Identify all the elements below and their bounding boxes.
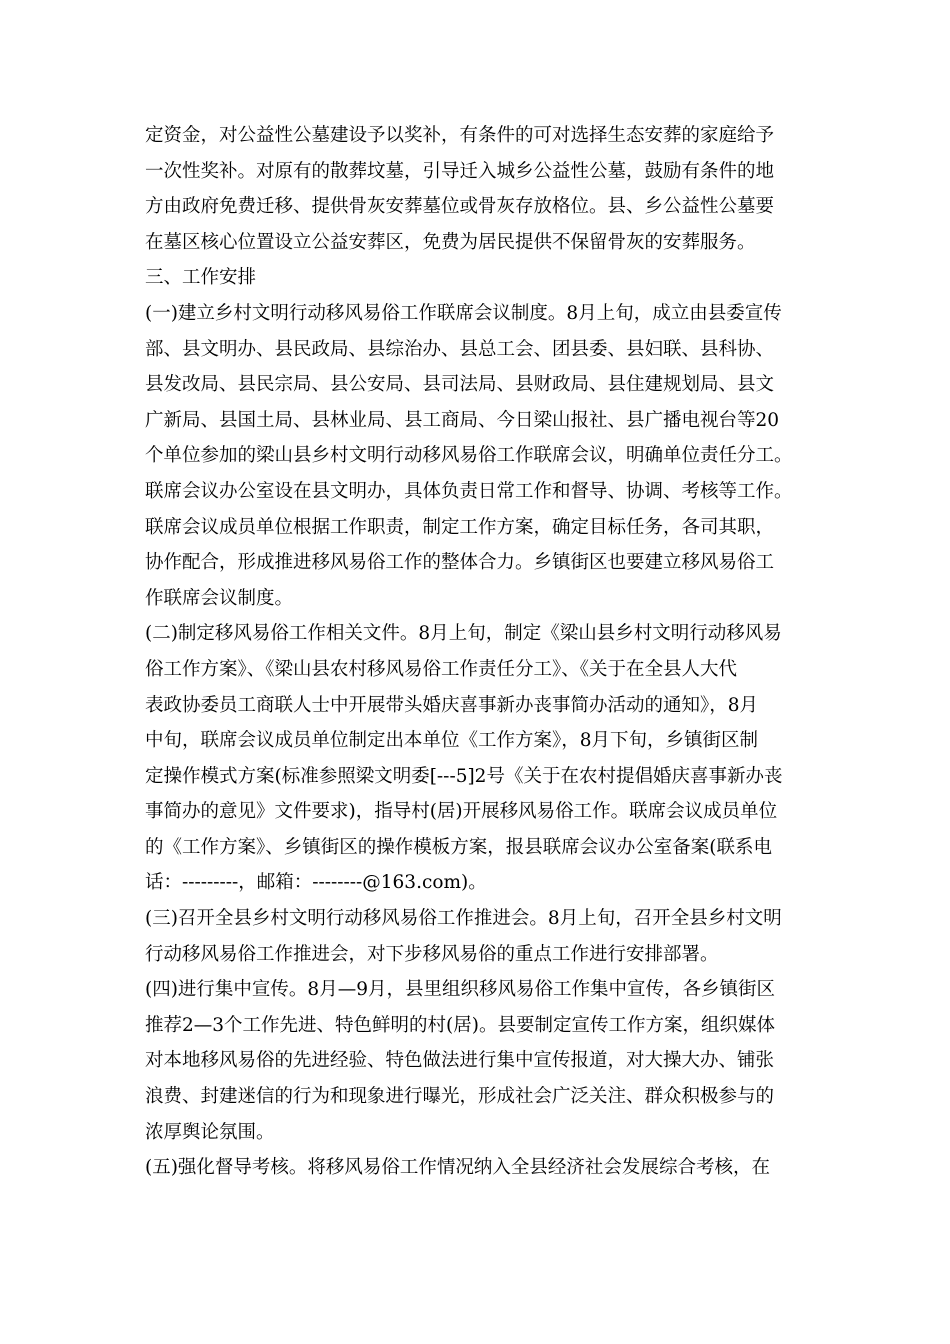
text-line: 中旬，联席会议成员单位制定出本单位《工作方案》，8月下旬，乡镇街区制 [145, 730, 759, 752]
text-line: 联席会议成员单位根据工作职责，制定工作方案，确定目标任务，各司其职， [145, 516, 775, 538]
text-line: 浓厚舆论氛围。 [145, 1121, 275, 1143]
text-line: 个单位参加的梁山县乡村文明行动移风易俗工作联席会议，明确单位责任分工。 [145, 445, 793, 467]
text-line: (三)召开全县乡村文明行动移风易俗工作推进会。8月上旬，召开全县乡村文明 [145, 908, 782, 930]
text-line: (四)进行集中宣传。8月—9月，县里组织移风易俗工作集中宣传，各乡镇街区 [145, 979, 775, 1001]
section-heading: 三、工作安排 [145, 267, 257, 289]
text-line: 行动移风易俗工作推进会，对下步移风易俗的重点工作进行安排部署。 [145, 943, 719, 965]
text-line: 俗工作方案》、《梁山县农村移风易俗工作责任分工》、《关于在全县人大代 [145, 658, 738, 680]
text-line: (二)制定移风易俗工作相关文件。8月上旬，制定《梁山县乡村文明行动移风易 [145, 623, 782, 645]
text-line: 一次性奖补。对原有的散葬坟墓，引导迁入城乡公益性公墓，鼓励有条件的地 [145, 160, 775, 182]
text-line: 表政协委员工商联人士中开展带头婚庆喜事新办丧事简办活动的通知》，8月 [145, 694, 759, 716]
text-line: 推荐2—3个工作先进、特色鲜明的村(居)。县要制定宣传工作方案，组织媒体 [145, 1014, 775, 1036]
text-line: 广新局、县国土局、县林业局、县工商局、今日梁山报社、县广播电视台等20 [145, 409, 780, 431]
text-line: 部、县文明办、县民政局、县综治办、县总工会、团县委、县妇联、县科协、 [145, 338, 775, 360]
text-line: 在墓区核心位置设立公益安葬区，免费为居民提供不保留骨灰的安葬服务。 [145, 231, 756, 253]
document-body [145, 118, 825, 1186]
text-line: (一)建立乡村文明行动移风易俗工作联席会议制度。8月上旬，成立由县委宣传 [145, 302, 782, 324]
text-line: 浪费、封建迷信的行为和现象进行曝光，形成社会广泛关注、群众积极参与的 [145, 1086, 775, 1108]
text-line: 事简办的意见》文件要求)，指导村(居)开展移风易俗工作。联席会议成员单位 [145, 801, 778, 823]
text-line: 话：---------，邮箱：--------@163.com)。 [145, 872, 487, 894]
text-line: 方由政府免费迁移、提供骨灰安葬墓位或骨灰存放格位。县、乡公益性公墓要 [145, 196, 775, 218]
text-line: 的《工作方案》、乡镇街区的操作模板方案，报县联席会议办公室备案(联系电 [145, 836, 772, 858]
text-line: 定操作模式方案(标准参照梁文明委[---5]2号《关于在农村提倡婚庆喜事新办丧 [145, 765, 783, 787]
text-line: (五)强化督导考核。将移风易俗工作情况纳入全县经济社会发展综合考核，在 [145, 1157, 770, 1179]
text-line: 对本地移风易俗的先进经验、特色做法进行集中宣传报道，对大操大办、铺张 [145, 1050, 775, 1072]
text-line: 联席会议办公室设在县文明办，具体负责日常工作和督导、协调、考核等工作。 [145, 480, 793, 502]
text-line: 作联席会议制度。 [145, 587, 294, 609]
text-line: 县发改局、县民宗局、县公安局、县司法局、县财政局、县住建规划局、县文 [145, 374, 775, 396]
text-line: 定资金，对公益性公墓建设予以奖补，有条件的可对选择生态安葬的家庭给予 [145, 125, 775, 146]
text-line: 协作配合，形成推进移风易俗工作的整体合力。乡镇街区也要建立移风易俗工 [145, 552, 775, 574]
